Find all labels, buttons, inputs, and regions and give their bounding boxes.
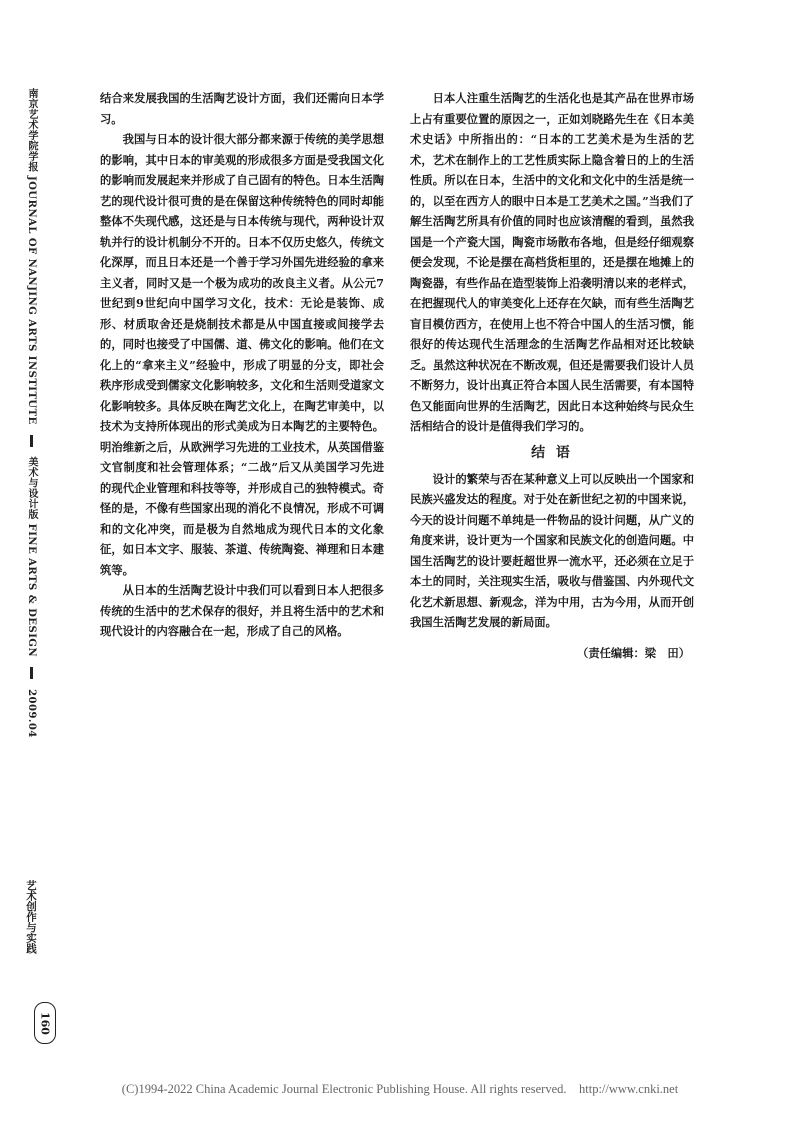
responsible-editor: （责任编辑：梁 田） xyxy=(577,645,690,660)
paragraph: 日本人注重生活陶艺的生活化也是其产品在世界市场上占有重要位置的原因之一，正如刘晓路先生在《日本美术史话》中所指出的：“日本的工艺美术是为生活的艺术，艺术在制作上的工艺性质实际上隐含着日的上的生活性质。所以在日本，生活中的文化和文化中的生活是统一的，以至在西方人的眼中日本是工艺美术之国。”当我们了解生活陶艺所具有价值的同时也应该清醒的看到，虽然我国是一个产瓷大国，陶瓷市场散布各地，但是经仔细观察便会发现，不论是摆在高档货柜里的，还是摆在地摊上的陶瓷器，有些作品在造型装饰上沿袭明清以来的老样式，在把握现代人的审美变化上还存在欠缺，而有些生活陶艺盲目模仿西方，在使用上也不符合中国人的生活习惯，能很好的传达现代生活理念的生活陶艺作品相对还比较缺乏。虽然这种状况在不断改观，但还是需要我们设计人员不断努力，设计出真正符合本国人民生活需要，有本国特色又能面向世界的生活陶艺，因此日本这种始终与民众生活相结合的设计是值得我们学习的。 xyxy=(410,91,694,433)
issue-number: 2009.04 xyxy=(26,689,37,738)
page-number: 160 xyxy=(34,1002,56,1044)
section-name-en: FINE ARTS & DESIGN xyxy=(26,523,37,658)
right-column xyxy=(410,88,694,663)
spine-separator xyxy=(30,667,33,679)
spine-separator xyxy=(30,435,33,447)
section-name-cn: 美术与设计版 xyxy=(26,456,37,520)
copyright-text: (C)1994-2022 China Academic Journal Electronic Publishing House. All rights reserved. xyxy=(121,1082,567,1096)
paragraph: 从日本的生活陶艺设计中我们可以看到日本人把很多传统的生活中的艺术保存的很好，并且将生活中的艺术和现代设计的内容融合在一起，形成了自己的风格。 xyxy=(100,583,384,638)
left-column xyxy=(100,88,384,642)
journal-name-cn: 南京艺术学院学报 xyxy=(26,88,37,172)
cnki-link[interactable]: http://www.cnki.net xyxy=(579,1082,679,1096)
paragraph: 我国与日本的设计很大部分都来源于传统的美学思想的影响，其中日本的审美观的形成很多方面是受我国文化的影响而发展起来并形成了自己固有的特色。日本生活陶艺的现代设计很可贵的是在保留这种传统特色的同时却能整体不失现代感，这还是与日本传统与现代，两种设计双轨并行的设计机制分不开的。日本不仅历史悠久，传统文化深厚，而且日本还是一个善于学习外国先进经验的拿来主义者，同时又是一个极为成功的改良主义者。从公元7世纪到9世纪向中国学习文化，技术：无论是装饰、成形、材质取舍还是烧制技术都是从中国直接或间接学去的，同时也接受了中国儒、道、佛文化的影响。他们在文化上的“拿来主义”经验中，形成了明显的分支，即社会秩序形成受到儒家文化影响较多，文化和生活则受道家文化影响较多。具体反映在陶艺文化上，在陶艺审美中，以技术为支持所体现出的形式美成为日本陶艺的主要特色。明治维新之后，从欧洲学习先进的工业技术，从英国借鉴文官制度和社会管理体系；“二战”后又从美国学习先进的现代企业管理和科技等等，并形成自己的独特模式。奇怪的是，不像有些国家出现的消化不良情况，形成不可调和的文化冲突，而是极为自然地成为现代日本的文化象征，如日本文字、服装、茶道、传统陶瓷、禅理和日本建筑等。 xyxy=(100,132,384,577)
journal-name-en: JOURNAL OF NANJING ARTS INSTITUTE xyxy=(26,175,37,425)
paragraph: 设计的繁荣与否在某种意义上可以反映出一个国家和民族兴盛发达的程度。对于处在新世纪之初的中国来说，今天的设计问题不单纯是一件物品的设计问题，从广义的角度来讲，设计更为一个国家和民族文化的创造问题。中国生活陶艺的设计要赶超世界一流水平，还必须在立足于本土的同时，关注现实生活，吸收与借鉴国、内外现代文化艺术新思想、新观念，洋为中用，古为今用，从而开创我国生活陶艺发展的新局面。 xyxy=(410,471,694,629)
copyright-footer xyxy=(0,1082,800,1097)
column-name: 艺术创作与实践 xyxy=(25,880,37,954)
journal-spine xyxy=(18,88,42,738)
paragraph: 结合来发展我国的生活陶艺设计方面，我们还需向日本学习。 xyxy=(100,91,384,126)
section-heading: 结 语 xyxy=(531,444,573,461)
